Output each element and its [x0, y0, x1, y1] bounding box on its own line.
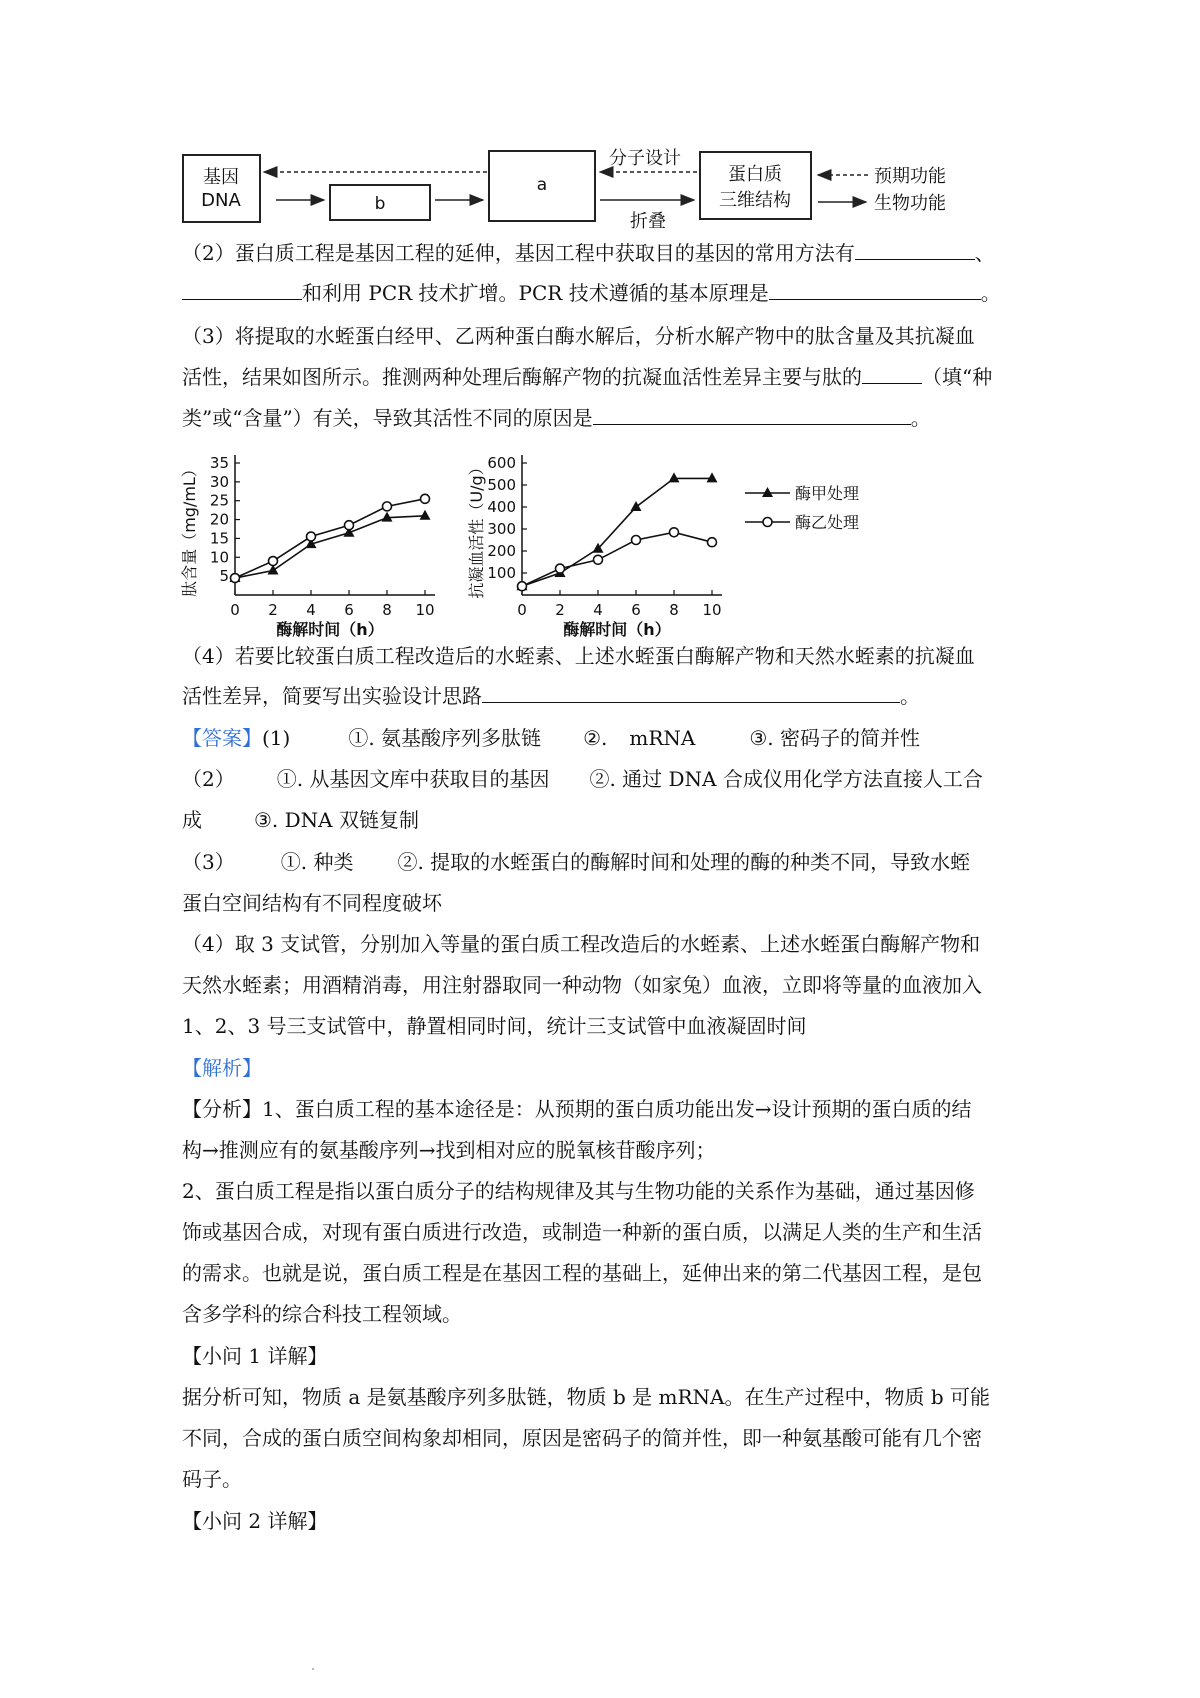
answer-line-5 [182, 889, 1032, 917]
label-folding: 折叠 [630, 211, 666, 232]
legend-label-2: 酶乙处理 [795, 513, 860, 532]
data-point-circle [594, 555, 603, 564]
y-tick-label: 30 [209, 472, 229, 491]
analysis-p2-line-3 [182, 1259, 1032, 1287]
analysis-tag-text: 【解析】 [182, 1056, 262, 1080]
enzyme-charts [0, 440, 1200, 660]
data-point-circle [345, 521, 354, 530]
blank-q3-2 [593, 404, 911, 425]
series-line [522, 478, 712, 586]
blank-q2-3 [769, 279, 981, 300]
y-tick-label: 25 [209, 491, 229, 510]
x-axis-label: 酶解时间（h） [563, 620, 671, 639]
subquestion-2-heading [182, 1507, 1032, 1535]
q4-text-b: 活性差异，简要写出实验设计思路 [182, 684, 482, 708]
q3-text-c: （填“种 [922, 365, 993, 389]
gene-dna-label-1: 基因 [203, 167, 239, 188]
analysis-p2-line-1 [182, 1177, 1032, 1205]
x-tick-label: 2 [268, 601, 278, 619]
answer-2-item-3: ③. DNA 双链复制 [254, 808, 419, 832]
question-3-line-3 [182, 404, 1032, 432]
answer-line-1 [182, 724, 1032, 752]
subquestion-1-line-2 [182, 1424, 1032, 1452]
analysis-p1-line-2 [182, 1136, 1032, 1164]
legend-label-1: 酶甲处理 [795, 484, 860, 503]
series-line [522, 532, 712, 586]
analysis-text: 含多学科的综合科技工程领域。 [182, 1302, 462, 1326]
protein-label-2: 三维结构 [719, 190, 791, 211]
page-speck [312, 1668, 314, 1670]
answer-1-item-3: ③. 密码子的简并性 [749, 726, 920, 750]
answer-3-item-2: ②. 提取的水蛭蛋白的酶解时间和处理的酶的种类不同，导致水蛭 [397, 850, 971, 874]
data-point-circle [421, 494, 430, 503]
analysis-text: 构→推测应有的氨基酸序列→找到相对应的脱氧核苷酸序列； [182, 1138, 716, 1162]
answer-3-item-1: ①. 种类 [280, 850, 354, 874]
y-axis-label: 肽含量（mg/mL） [180, 461, 199, 597]
blank-q2-1 [855, 239, 975, 260]
q2-text-b: 、 [974, 241, 995, 265]
y-tick-label: 500 [487, 476, 516, 494]
q3-text-a: （3）将提取的水蛭蛋白经甲、乙两种蛋白酶水解后，分析水解产物中的肽含量及其抗凝血 [182, 324, 975, 348]
answer-line-7 [182, 971, 1032, 999]
subquestion-1-heading [182, 1342, 1032, 1370]
question-3-line-1 [182, 322, 1032, 350]
x-tick-label: 4 [593, 601, 603, 619]
answer-1-item-2-mark: ②. [583, 726, 608, 750]
analysis-text: 饰或基因合成，对现有蛋白质进行改造，或制造一种新的蛋白质，以满足人类的生产和生活 [182, 1220, 982, 1244]
protein-label-1: 蛋白质 [728, 164, 782, 185]
x-tick-label: 6 [344, 601, 354, 619]
x-tick-label: 4 [306, 601, 316, 619]
x-tick-label: 10 [702, 601, 722, 619]
label-molecular-design: 分子设计 [609, 148, 681, 169]
y-tick-label: 200 [487, 542, 516, 560]
y-tick-label: 600 [487, 454, 516, 472]
legend-marker-circle [763, 518, 772, 527]
q3-text-e: 。 [910, 406, 931, 430]
question-4-line-1 [182, 642, 1032, 670]
subquestion-1-line-1 [182, 1383, 1032, 1411]
gene-dna-label-2: DNA [201, 190, 241, 211]
question-4-line-2 [182, 682, 1032, 710]
x-tick-label: 10 [415, 601, 435, 619]
y-tick-label: 15 [209, 529, 229, 548]
data-point-triangle [631, 501, 642, 511]
answer-line-4 [182, 848, 1032, 876]
data-point-circle [231, 574, 240, 583]
x-tick-label: 8 [382, 601, 392, 619]
answer-4-line-1: （4）取 3 支试管，分别加入等量的蛋白质工程改造后的水蛭素、上述水蛭蛋白酶解产物和 [182, 932, 981, 956]
analysis-text: 据分析可知，物质 a 是氨基酸序列多肽链，物质 b 是 mRNA。在生产过程中，物质 b 可能 [182, 1385, 990, 1409]
y-tick-label: 10 [209, 548, 229, 567]
data-point-circle [518, 582, 527, 591]
x-tick-label: 0 [230, 601, 240, 619]
y-axis-label: 抗凝血活性（U/g） [467, 459, 486, 599]
analysis-text: 2、蛋白质工程是指以蛋白质分子的结构规律及其与生物功能的关系作为基础，通过基因修 [182, 1179, 975, 1203]
data-point-circle [708, 538, 717, 547]
blank-q3-1 [862, 363, 922, 384]
answer-2-item-2-cont: 成 [182, 808, 202, 832]
subquestion-1-line-3 [182, 1465, 1032, 1493]
answer-line-8 [182, 1012, 1032, 1040]
q3-text-b: 活性，结果如图所示。推测两种处理后酶解产物的抗凝血活性差异主要与肽的 [182, 365, 862, 389]
answer-4-line-3: 1、2、3 号三支试管中，静置相同时间，统计三支试管中血液凝固时间 [182, 1014, 807, 1038]
legend-marker-triangle [762, 487, 773, 497]
data-point-circle [632, 536, 641, 545]
analysis-text: 码子。 [182, 1467, 242, 1491]
y-tick-label: 400 [487, 498, 516, 516]
x-tick-label: 8 [669, 601, 679, 619]
q4-text-c: 。 [900, 684, 920, 708]
data-point-triangle [669, 472, 680, 482]
question-2-line-2 [182, 279, 1032, 307]
analysis-p1-line-1 [182, 1095, 1032, 1123]
answer-1-item-2: mRNA [629, 726, 696, 750]
label-expected-function: 预期功能 [874, 166, 946, 187]
y-tick-label: 35 [209, 454, 229, 472]
question-2-line-1 [182, 239, 1032, 267]
x-tick-label: 6 [631, 601, 641, 619]
analysis-text: 不同，合成的蛋白质空间构象却相同，原因是密码子的简并性，即一种氨基酸可能有几个密 [182, 1426, 982, 1450]
answer-3-number: （3） [182, 850, 235, 874]
answer-2-number: （2） [182, 767, 235, 791]
q2-text-c: 和利用 PCR 技术扩增。PCR 技术遵循的基本原理是 [302, 281, 769, 305]
q3-text-d: 类”或“含量”）有关，导致其活性不同的原因是 [182, 406, 593, 430]
box-b-label: b [374, 194, 386, 214]
analysis-p2-line-2 [182, 1218, 1032, 1246]
analysis-text: 【分析】1、蛋白质工程的基本途径是：从预期的蛋白质功能出发→设计预期的蛋白质的结 [182, 1097, 972, 1121]
data-point-triangle [707, 472, 718, 482]
label-bio-function: 生物功能 [874, 193, 946, 214]
data-point-triangle [420, 510, 431, 520]
box-a-label: a [536, 175, 548, 195]
data-point-circle [269, 557, 278, 566]
data-point-circle [383, 502, 392, 511]
q2-text-a: （2）蛋白质工程是基因工程的延伸，基因工程中获取目的基因的常用方法有 [182, 241, 855, 265]
x-tick-label: 0 [517, 601, 527, 619]
answer-4-line-2: 天然水蛭素；用酒精消毒，用注射器取同一种动物（如家兔）血液，立即将等量的血液加入 [182, 973, 982, 997]
data-point-circle [556, 564, 565, 573]
x-axis-label: 酶解时间（h） [276, 620, 384, 639]
answer-2-item-2: ②. 通过 DNA 合成仪用化学方法直接人工合 [589, 767, 983, 791]
analysis-tag [182, 1054, 1032, 1082]
heading-text: 【小问 2 详解】 [182, 1509, 328, 1533]
series-line [235, 516, 425, 578]
blank-q4 [482, 682, 900, 703]
answer-1-item-1: ①. 氨基酸序列多肽链 [348, 726, 542, 750]
question-3-line-2 [182, 363, 1032, 391]
answer-line-2 [182, 765, 1032, 793]
answer-tag: 【答案】 [182, 726, 262, 750]
answer-2-item-1: ①. 从基因文库中获取目的基因 [276, 767, 550, 791]
protein-engineering-diagram [0, 0, 1200, 240]
y-tick-label: 20 [209, 510, 229, 529]
x-tick-label: 2 [555, 601, 565, 619]
answer-line-3 [182, 806, 1032, 834]
data-point-circle [307, 532, 316, 541]
blank-q2-2 [182, 279, 302, 300]
data-point-triangle [382, 512, 393, 522]
answer-line-6 [182, 930, 1032, 958]
y-tick-label: 5 [219, 567, 229, 586]
y-tick-label: 100 [487, 564, 516, 582]
gene-dna-box [183, 155, 260, 222]
y-tick-label: 300 [487, 520, 516, 538]
data-point-circle [670, 528, 679, 537]
analysis-text: 的需求。也就是说，蛋白质工程是在基因工程的基础上，延伸出来的第二代基因工程，是包 [182, 1261, 982, 1285]
heading-text: 【小问 1 详解】 [182, 1344, 328, 1368]
q4-text-a: （4）若要比较蛋白质工程改造后的水蛭素、上述水蛭蛋白酶解产物和天然水蛭素的抗凝血 [182, 644, 975, 668]
analysis-p2-line-4 [182, 1300, 1032, 1328]
q2-text-d: 。 [980, 281, 1001, 305]
answer-3-item-2-cont: 蛋白空间结构有不同程度破坏 [182, 891, 442, 915]
answer-1-number: (1) [262, 726, 291, 750]
